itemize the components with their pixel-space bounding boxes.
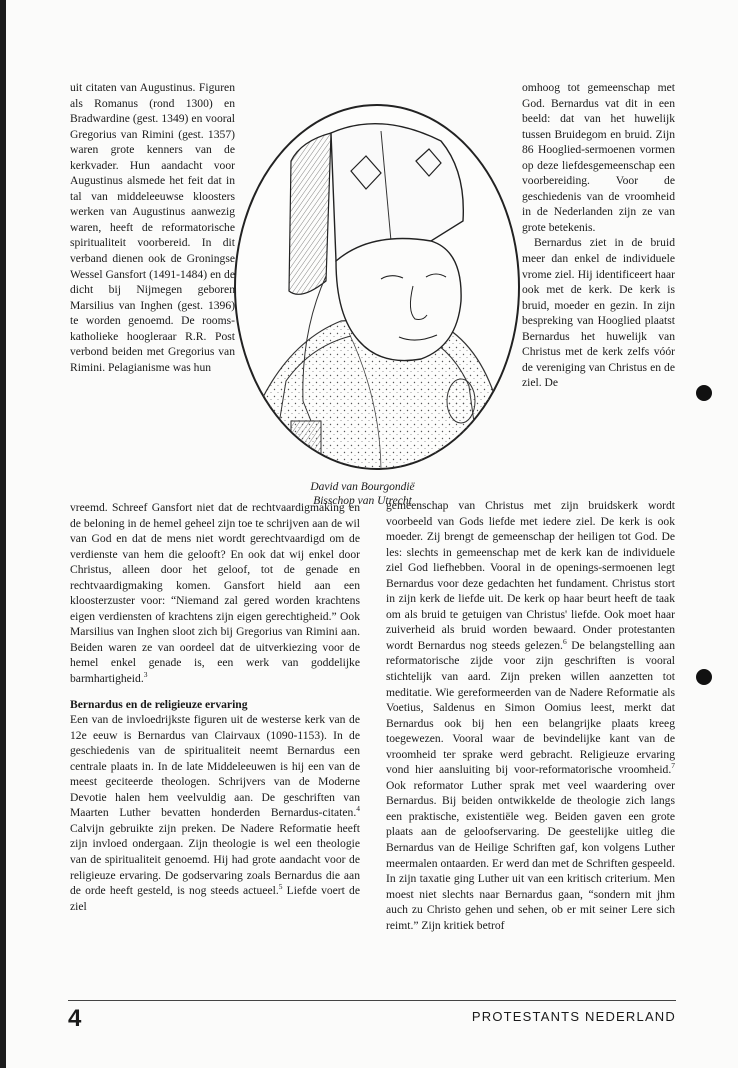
section-paragraph bbox=[70, 712, 360, 914]
caption-line-1: David van Bourgondië bbox=[310, 481, 415, 493]
magazine-title: PROTESTANTS NEDERLAND bbox=[471, 1009, 676, 1024]
left-top-paragraph: uit citaten van Augustinus. Figuren als Romanus (rond 1300) en Bradwardine (gest. 1349) en vooral Gregorius van Rimini (gest. 1357) waren grote kenners van de kerkvader. Hun aandacht voor Augustinus alsmede het feit dat in tal van middeleeuwse kloosters werken van Augustinus aanwezig waren, heeft de reformatorische spiritualiteit voorbereid. In dit verband dienen ook de Groningse Wessel Gansfort (1491-1484) en de dicht bij Nijmegen geboren Marsilius van Inghen (gest. 1396) te worden genoemd. De rooms-katholieke hoogleraar R.R. Post verbond beiden met Gregorius van Rimini. Pelagianisme was hun bbox=[70, 81, 235, 374]
right-main-paragraph bbox=[386, 498, 675, 933]
right-top-paragraph-2: Bernardus ziet in de bruid meer dan enkel de individuele vrome ziel. Hij identificeert haar ook met de kerk. De kerk is bruid, moeder en gezin. In zijn bespreking van Hooglied plaatst Bernardus het huwelijk van Christus met de kerk zelfs vóór de vereniging van Christus en de ziel. De bbox=[522, 236, 675, 390]
page-number: 4 bbox=[68, 1005, 82, 1032]
bride-church-text: gemeenschap van Christus met zijn bruidskerk wordt voorbeeld van Gods liefde met iedere ziel. De kerk is ook moeder. Zij brengt de gemeenschap der heiligen tot God. De les: slechts in gemeenschap met de kerk kan de individuele ziel God liefhebben. Vooral in de openings-sermoenen legt Bernardus voor deze gedachten het fundament. Christus stort in zijn kerk de liefde uit. De kerk op haar beurt heeft de taak om als bruid te getuigen van Christus' liefde. Ook moet haar zuiverheid als bruid worden bewaard. Onder protestanten wordt Bernardus nog steeds gelezen. bbox=[386, 499, 675, 652]
footnote-ref-7: 7 bbox=[671, 761, 675, 771]
footnote-ref-5: 5 bbox=[278, 882, 283, 892]
footnote-ref-4: 4 bbox=[356, 804, 360, 814]
left-main-paragraph bbox=[70, 500, 360, 687]
bishop-portrait bbox=[231, 101, 523, 473]
bernardus-intro-text: Een van de invloedrijkste figuren uit de westerse kerk van de 12e eeuw is Bernardus van Clairvaux (1090-1153). In de geschiedenis van de spiritualiteit neemt Bernardus een centrale plaats in. In de late Middeleeuwen is hij een van de meest geciteerde theologen. Schrijvers van de Moderne Devotie halen hem veelvuldig aan. De geschriften van Maarten Luther bevatten honderden Bernardus-citaten. bbox=[70, 713, 360, 820]
footer-rule bbox=[68, 1000, 676, 1001]
right-column-top bbox=[522, 80, 675, 391]
footnote-ref-3: 3 bbox=[143, 670, 148, 680]
gansfort-text: vreemd. Schreef Gansfort niet dat de rechtvaardigmaking en de beloning in de hemel geheel zijn toe te schrijven aan de wil van God en dat de mens niet wordt gerechtvaardigd om de verdienste van hem die gelooft? En ook dat wij enkel door Christus, alleen door het geloof, tot de genade en rechtvaardigmaking komen. Gansfort hield aan een kloosterzuster voor: “Niemand zal gered worden krachtens eigen verdiensten of krachtens zijn eigen gerechtigheid.” Ook Marsilius van Inghen sloot zich bij Gregorius van Rimini aan. Beiden waren ze van oordeel dat de uitverkiezing voor de hemel enkel genade is, een werk van goddelijke barmhartigheid. bbox=[70, 501, 360, 686]
love-text: Liefde voert de ziel bbox=[70, 884, 360, 913]
right-top-paragraph-1: omhoog tot gemeenschap met God. Bernardus vat dit in een beeld: dat van het huwelijk tussen Bruidegom en bruid. Zijn 86 Hooglied-sermoenen vormen op deze liefdesgemeenschap een voorbereiding. Voor de geschiedenis van de vroomheid in de Nederlanden zijn ze van grote betekenis. bbox=[522, 81, 675, 234]
right-column-main bbox=[386, 498, 675, 933]
caption-line-2: Bisschop van Utrecht bbox=[313, 495, 412, 507]
left-column-main bbox=[70, 500, 360, 914]
punch-hole-lower bbox=[696, 669, 712, 685]
footnote-ref-6: 6 bbox=[562, 637, 567, 647]
bernardus-influence-text: Calvijn gebruikte zijn preken. De Nadere Reformatie heeft zijn invloed ondergaan. Zijn theologie is wel een theologie van de spiritualiteit genoemd. Hij had grote aandacht voor de religieuze ervaring. De godservaring zoals Bernardus die aan de orde heeft gesteld, is nog steeds actueel. bbox=[70, 821, 360, 898]
left-column-top bbox=[70, 80, 235, 375]
section-heading: Bernardus en de religieuze ervaring bbox=[70, 697, 248, 711]
luther-text: Ook reformator Luther sprak met veel waardering over Bernardus. Bij beiden ontwikkelde de theologie zich langs een praktische, existentiële weg. Beiden gaven een grote plaats aan de geloofservaring. De geestelijke uitleg die Bernardus van de Heilige Schriften gaf, kon volgens Luther meermalen ontaarden. Er werd dan met de Schriften gespeeld. In zijn taxatie ging Luther uit van een kritisch criterium. Men moest niet slechts naar Bernardus gaan, “sondern mit jhm auch zu Christo gehen und sehen, ob er mit seiner Lere sich reimt.” Zijn kritiek betrof bbox=[386, 778, 675, 932]
punch-hole-upper bbox=[696, 385, 712, 401]
reformed-interest-text: De belangstelling aan reformatorische zijde voor zijn geschriften is vooral stichtelijk van aard. Zijn preken willen aanzetten tot meditatie. Wie gereformeerden van de Nadere Reformatie als Voetius, Saldenus en Simon Oomius leest, merkt dat Bernardus ook bij hen een belangrijke plaats kreeg toegewezen. Vooral waar de bevindelijke kant van de vroomheid ter sprake werd gebracht. Religieuze ervaring vond hier aansluiting bij voor-reformatorische vroomheid. bbox=[386, 638, 676, 777]
